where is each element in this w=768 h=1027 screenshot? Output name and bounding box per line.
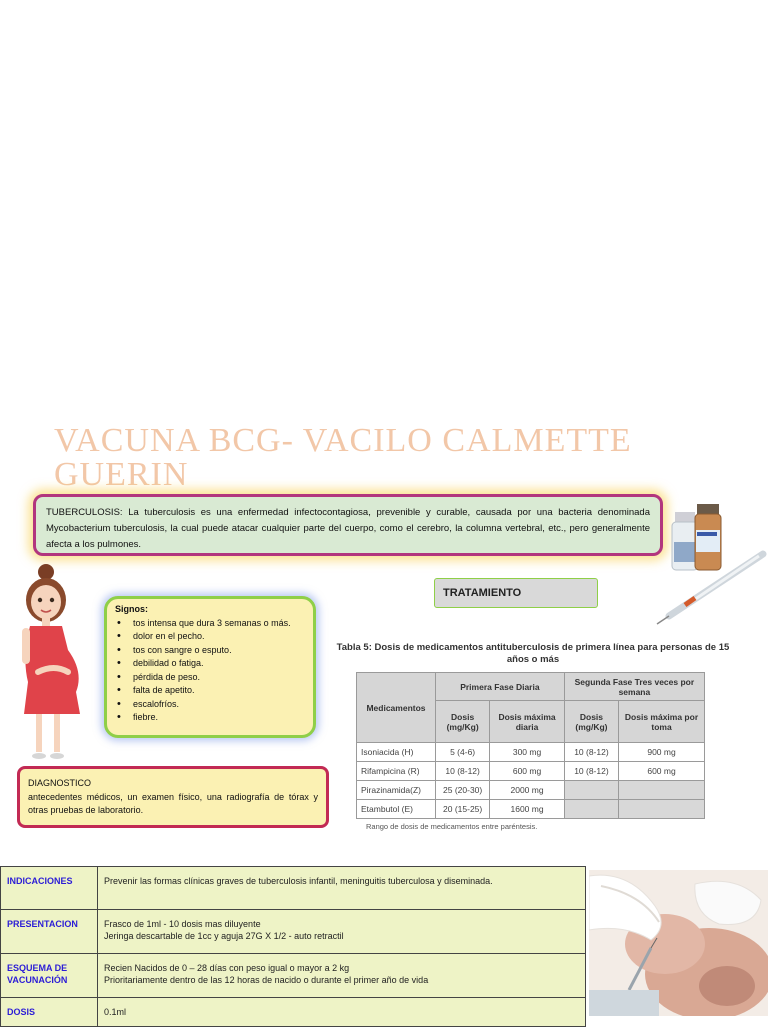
table-cell: Isoniacida (H) xyxy=(357,743,436,762)
table-cell: 600 mg xyxy=(490,762,565,781)
info-value: Prevenir las formas clínicas graves de tuberculosis infantil, meninguitis tuberculosa y diseminada. xyxy=(98,867,586,910)
table-cell: 300 mg xyxy=(490,743,565,762)
sub-max-toma: Dosis máxima por toma xyxy=(619,701,705,743)
sign-item: • debilidad o fatiga. xyxy=(133,657,305,671)
tuberculosis-label: TUBERCULOSIS: xyxy=(46,507,123,518)
table-row xyxy=(357,762,705,781)
sign-item: • escalofríos. xyxy=(133,698,305,712)
tuberculosis-text: La tuberculosis es una enfermedad infectocontagiosa, prevenible y curable, causada por una bacteria denominada Mycobacterium tuberculosis, la cual puede atacar cualquier parte del cuerpo, como el cerebro, la columna vertebral, etc., pero generalmente afecta a los pulmones. xyxy=(46,507,650,550)
info-value: Frasco de 1ml - 10 dosis mas diluyente Jeringa descartable de 1cc y aguja 27G X 1/2 - auto retractil xyxy=(98,910,586,954)
signs-list xyxy=(115,617,305,725)
sign-item: • dolor en el pecho. xyxy=(133,630,305,644)
tuberculosis-definition-box xyxy=(33,494,663,556)
table-row xyxy=(1,910,586,954)
table-cell: 5 (4-6) xyxy=(436,743,490,762)
sign-item: • falta de apetito. xyxy=(133,684,305,698)
sign-item: • pérdida de peso. xyxy=(133,671,305,685)
info-key: DOSIS xyxy=(1,998,98,1027)
table-cell: 1600 mg xyxy=(490,800,565,819)
pregnant-woman-illustration xyxy=(18,562,88,762)
table-row xyxy=(357,743,705,762)
table-cell: 20 (15-25) xyxy=(436,800,490,819)
signs-box xyxy=(104,596,316,738)
treatment-heading: TRATAMIENTO xyxy=(434,578,598,608)
table-cell: 2000 mg xyxy=(490,781,565,800)
vaccine-vial-syringe-image xyxy=(655,498,767,626)
info-key: INDICACIONES xyxy=(1,867,98,910)
dose-table-figure xyxy=(326,640,740,836)
info-key: ESQUEMA DE VACUNACIÓN xyxy=(1,954,98,998)
diagnosis-heading: DIAGNOSTICO xyxy=(28,778,92,788)
table-row xyxy=(1,954,586,998)
info-value: 0.1ml xyxy=(98,998,586,1027)
diagnosis-box xyxy=(17,766,329,828)
table-row xyxy=(1,867,586,910)
diagnosis-text: antecedentes médicos, un examen físico, una radiografía de tórax y otras pruebas de laboratorio. xyxy=(28,791,318,815)
dose-table-title: Tabla 5: Dosis de medicamentos antituberculosis de primera línea para personas de 15 años o más xyxy=(336,642,730,665)
info-value: Recien Nacidos de 0 – 28 días con peso igual o mayor a 2 kg Prioritariamente dentro de las 12 horas de nacido o durante el primer año de vida xyxy=(98,954,586,998)
table-cell: Etambutol (E) xyxy=(357,800,436,819)
sub-max-diaria: Dosis máxima diaria xyxy=(490,701,565,743)
col-primera-fase: Primera Fase Diaria xyxy=(436,673,565,701)
table-row xyxy=(1,998,586,1027)
sign-item: • fiebre. xyxy=(133,711,305,725)
vaccine-info-table xyxy=(0,866,586,1027)
table-cell: 900 mg xyxy=(619,743,705,762)
sign-item: • tos intensa que dura 3 semanas o más. xyxy=(133,617,305,631)
table-row xyxy=(357,781,705,800)
table-cell: 10 (8-12) xyxy=(564,762,618,781)
sign-item: • tos con sangre o esputo. xyxy=(133,644,305,658)
table-cell-empty xyxy=(619,800,705,819)
table-cell-empty xyxy=(564,800,618,819)
sub-dosis-mgkg: Dosis (mg/Kg) xyxy=(436,701,490,743)
col-medicamentos: Medicamentos xyxy=(357,673,436,743)
table-cell: Rifampicina (R) xyxy=(357,762,436,781)
page-title: VACUNA BCG- VACILO CALMETTE GUERIN xyxy=(54,422,632,493)
table-cell: 600 mg xyxy=(619,762,705,781)
signs-heading: Signos: xyxy=(115,604,148,614)
dose-table xyxy=(356,672,705,819)
dose-table-note: Rango de dosis de medicamentos entre paréntesis. xyxy=(366,822,538,831)
table-cell: 10 (8-12) xyxy=(564,743,618,762)
col-segunda-fase: Segunda Fase Tres veces por semana xyxy=(564,673,704,701)
table-row xyxy=(357,800,705,819)
table-cell: 10 (8-12) xyxy=(436,762,490,781)
info-key: PRESENTACION xyxy=(1,910,98,954)
infant-vaccination-photo xyxy=(589,870,768,1016)
sub-dosis-mgkg: Dosis (mg/Kg) xyxy=(564,701,618,743)
table-cell-empty xyxy=(564,781,618,800)
table-cell-empty xyxy=(619,781,705,800)
table-cell: 25 (20-30) xyxy=(436,781,490,800)
table-cell: Pirazinamida(Z) xyxy=(357,781,436,800)
